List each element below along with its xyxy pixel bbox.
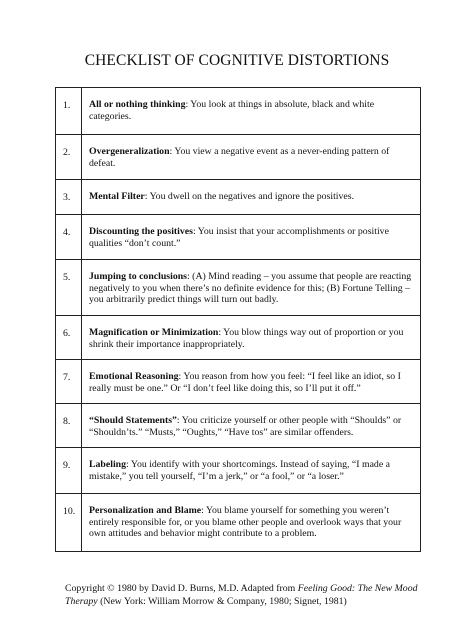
item-description: You criticize yourself or other people with “Shoulds” or “Shouldn’ts.” “Musts,” “Oughts,” “Have tos” are similar offenders. [89,415,402,438]
item-text [82,180,421,215]
table-row [56,88,421,135]
item-number: 3. [56,180,82,215]
item-text [82,404,421,448]
copyright-prefix: Copyright © 1980 by David D. Burns, M.D. Adapted from [65,583,298,594]
item-sep: : [144,191,148,202]
item-text [82,494,421,552]
item-description: You blow things way out of proportion or you shrink their importance inappropriately. [89,327,404,350]
item-number: 10. [56,494,82,552]
item-term: Overgeneralization [89,146,170,157]
item-text [82,215,421,260]
item-description: You identify with your shortcomings. Instead of saying, “I made a mistake,” you tell yourself, “I’m a jerk,” or “a fool,” or “a loser.” [89,459,390,482]
item-text [82,260,421,316]
item-description: You view a negative event as a never-ending pattern of defeat. [89,146,390,169]
item-number: 2. [56,135,82,180]
item-description: You dwell on the negatives and ignore the positives. [147,191,355,202]
item-number: 4. [56,215,82,260]
distortions-table [55,87,421,552]
copyright-footer [65,583,435,608]
table-row [56,316,421,360]
book-title: Feeling Good: The New Mood Therapy [65,583,418,607]
item-sep: : [169,146,173,157]
copyright-suffix: (New York: William Morrow & Company, 1980; Signet, 1981) [97,595,347,607]
item-description: You reason from how you feel: “I feel like an idiot, so I really must be one.” Or “I don’t feel like doing this, so I’ll put it off.” [89,371,401,394]
item-sep: : [218,327,222,338]
item-text [82,360,421,404]
item-term: “Should Statements” [89,415,177,426]
item-description: You insist that your accomplishments or positive qualities “don’t count.” [89,226,389,249]
item-description: You look at things in absolute, black and white categories. [89,99,375,122]
item-text [82,88,421,135]
item-term: Personalization and Blame [89,505,202,516]
table-row [56,360,421,404]
page-title: CHECKLIST OF COGNITIVE DISTORTIONS [84,52,390,69]
item-term: All or nothing thinking [89,99,186,110]
item-sep: : [187,271,190,282]
item-term: Discounting the positives [89,226,193,237]
table-row [56,135,421,180]
item-number: 7. [56,360,82,404]
item-term: Magnification or Minimization [89,327,219,338]
table-row [56,260,421,316]
item-description: (A) Mind reading – you assume that people are reacting negatively to you when there’s no definite evidence for this; (B) Fortune Telling – you arbitrarily predict things will turn out badly. [89,271,412,305]
item-term: Emotional Reasoning [89,371,179,382]
item-text [82,316,421,360]
item-text [82,135,421,180]
item-sep: : [126,459,129,470]
table-row [56,494,421,552]
item-number: 9. [56,448,82,494]
item-number: 1. [56,88,82,135]
item-sep: : [185,99,189,110]
item-sep: : [201,505,204,516]
item-description: You blame yourself for something you weren’t entirely responsible for, or you blame other people and overlook ways that your own attitudes and behavior might contribute to a problem. [89,505,402,539]
item-term: Mental Filter [89,191,145,202]
item-sep: : [176,415,180,426]
item-number: 5. [56,260,82,316]
item-term: Jumping to conclusions [89,271,187,282]
item-term: Labeling [89,459,127,470]
item-number: 8. [56,404,82,448]
item-sep: : [178,371,182,382]
table-row [56,404,421,448]
table-row [56,448,421,494]
item-sep: : [192,226,196,237]
item-number: 6. [56,316,82,360]
item-text [82,448,421,494]
table-row [56,215,421,260]
table-row [56,180,421,215]
